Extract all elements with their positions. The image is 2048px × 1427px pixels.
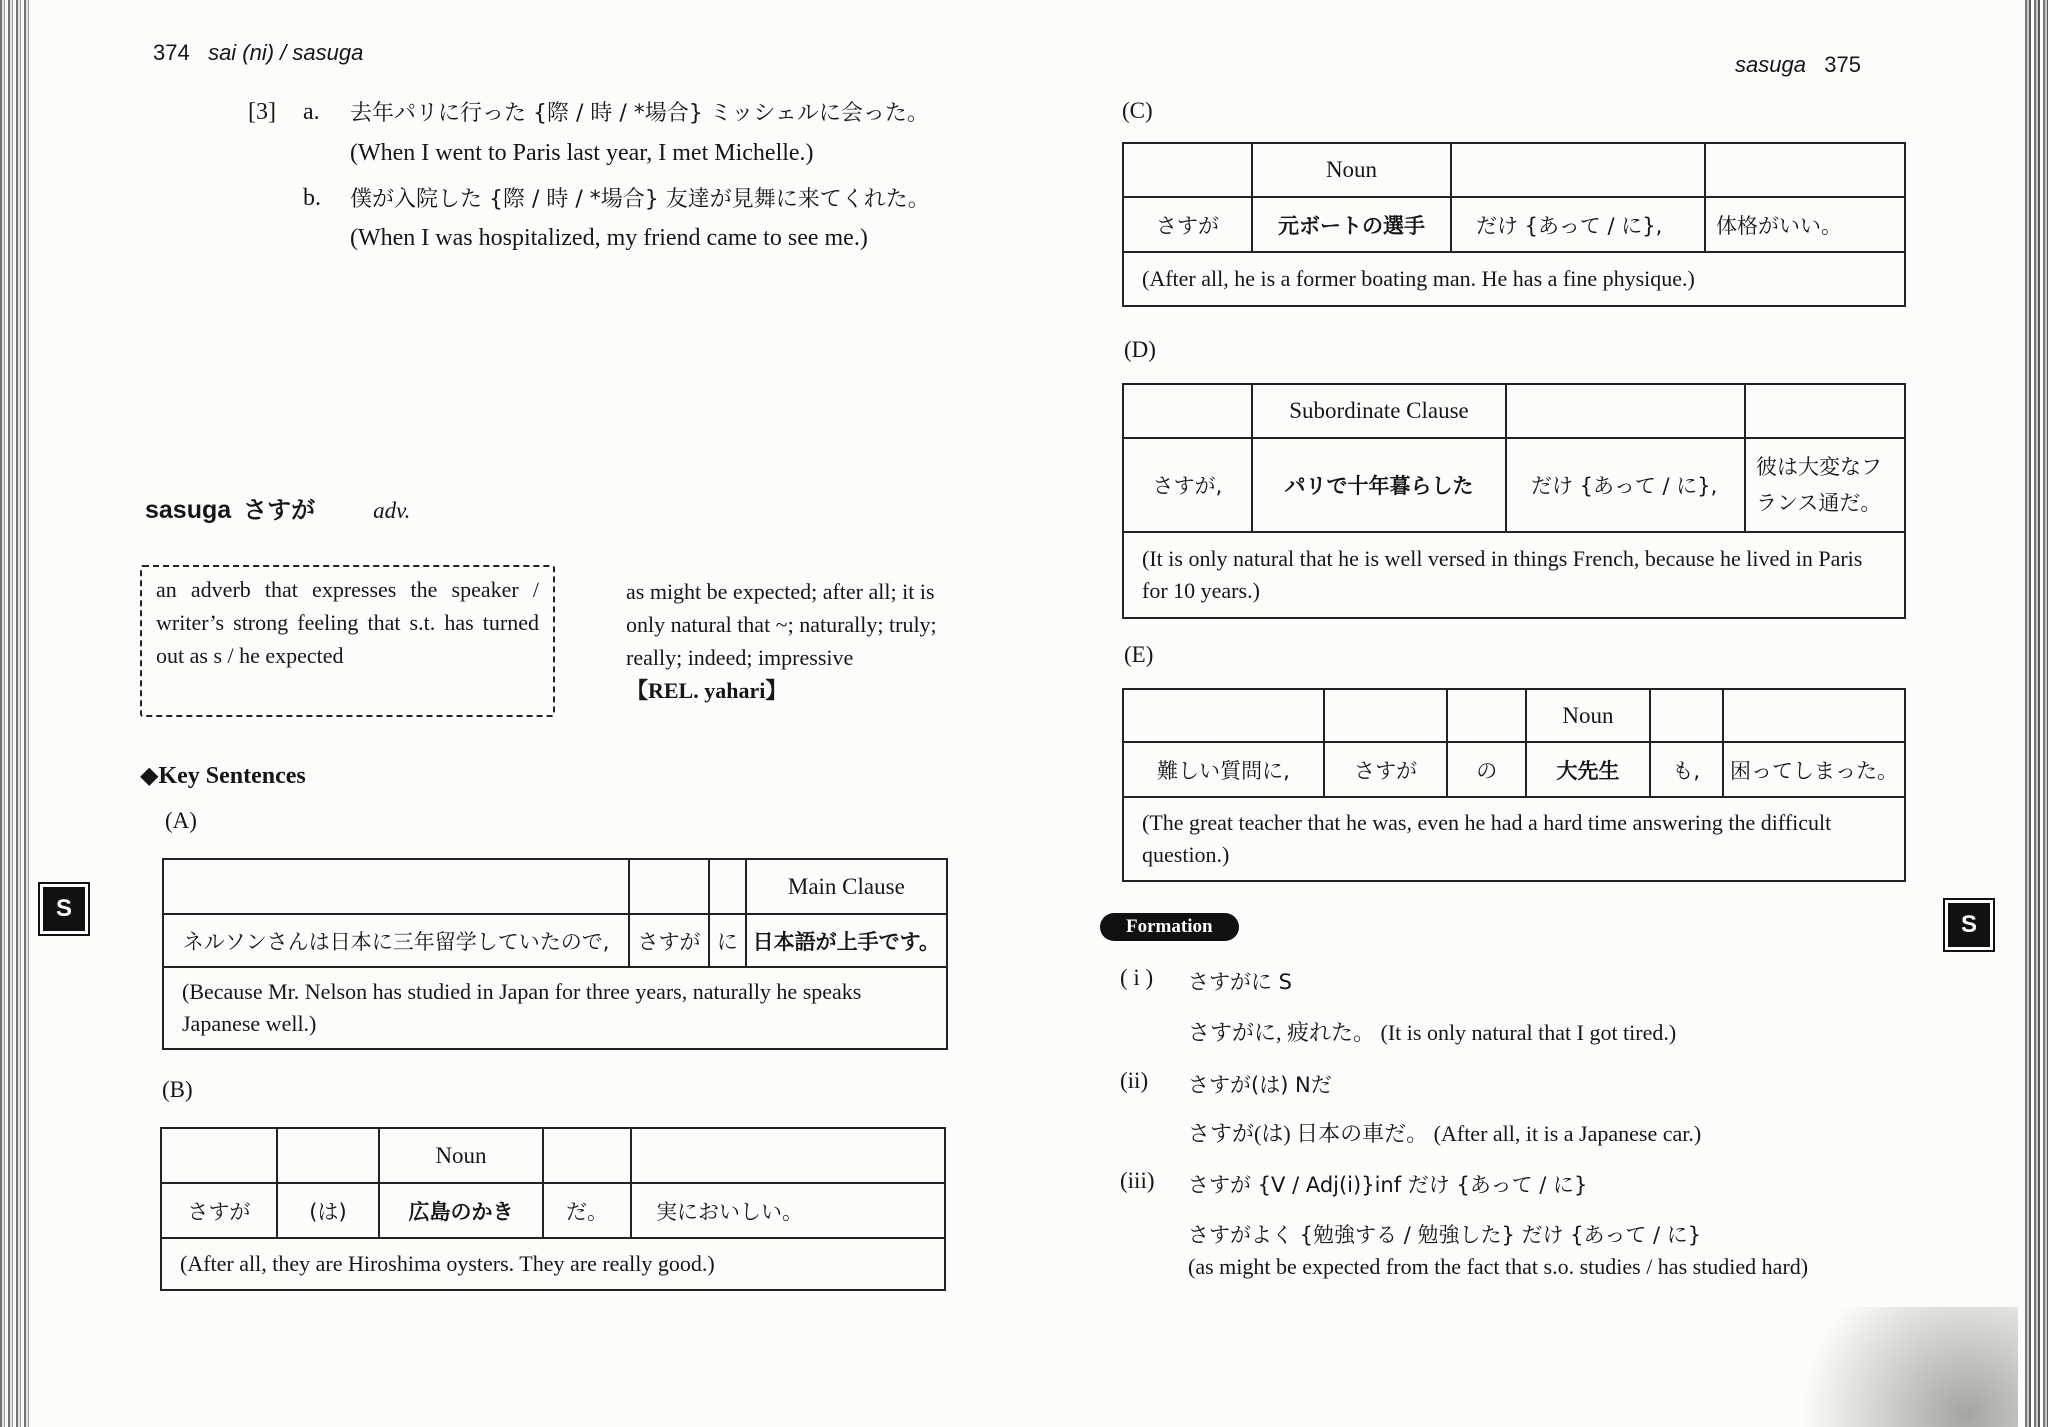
sentence-d-sasuga: さすが, [1123, 438, 1252, 532]
sentence-d-dake: だけ {あって / に}, [1506, 438, 1745, 532]
table-cell-empty [543, 1128, 631, 1183]
formation-title: Formation [1100, 913, 1239, 941]
sentence-a-sasuga: さすが [629, 914, 709, 967]
sentence-a-label: (A) [165, 808, 197, 833]
sentence-b-table [160, 1127, 946, 1291]
table-cell-empty [1723, 689, 1905, 742]
headword: sasuga [145, 496, 232, 524]
sentence-e-table [1122, 688, 1906, 882]
example-a-label: a. [303, 99, 320, 125]
sentence-b-topic: (は) [277, 1183, 379, 1238]
example-a-japanese: 去年パリに行った {際 / 時 / *場合} ミッシェルに会った。 [350, 101, 929, 126]
table-cell-empty [1745, 384, 1905, 438]
formation-ii-number: (ii) [1120, 1068, 1149, 1093]
page-number: 374 [153, 40, 190, 65]
formation-iii-example: さすがよく {勉強する / 勉強した} だけ {あって / に} [1188, 1223, 1702, 1247]
entry-heading [145, 490, 410, 525]
sentence-e-particle-mo: も, [1650, 742, 1723, 797]
sentence-d-translation: (It is only natural that he is well versed in things French, because he lived in Paris for 10 years.) [1123, 532, 1905, 618]
section-tab-s: S [1945, 900, 1993, 950]
gloss-text: as might be expected; after all; it is only natural that ~; naturally; truly; really; indeed; impressive [626, 579, 937, 670]
formation-iii-translation: (as might be expected from the fact that s.o. studies / has studied hard) [1188, 1254, 1809, 1279]
left-page-header [153, 40, 363, 66]
sentence-e-clause-1: 難しい質問に, [1123, 742, 1324, 797]
table-cell-empty [161, 1128, 277, 1183]
formation-i-example: さすがに, 疲れた。 (It is only natural that I got tired.) [1188, 1020, 1677, 1045]
header-main-clause: Main Clause [746, 859, 947, 914]
table-cell-empty [709, 859, 746, 914]
related-entry: 【REL. yahari】 [626, 678, 788, 703]
right-page-header [1735, 52, 1861, 78]
sentence-b-label: (B) [162, 1077, 193, 1102]
table-cell-empty [163, 859, 629, 914]
sentence-b-copula: だ。 [543, 1183, 631, 1238]
example-a-translation: (When I went to Paris last year, I met Michelle.) [350, 140, 814, 166]
part-of-speech: adv. [373, 498, 411, 523]
table-cell-empty [631, 1128, 945, 1183]
sentence-b-noun: 広島のかき [379, 1183, 543, 1238]
binding-edge [2022, 0, 2048, 1427]
headword-japanese: さすが [243, 496, 316, 524]
example-number: [3] [248, 99, 276, 125]
table-cell-empty [1451, 143, 1705, 197]
sentence-e-particle-no: の [1447, 742, 1526, 797]
scan-shadow [1758, 1307, 2018, 1427]
sentence-d-subordinate: パリで十年暮らした [1252, 438, 1506, 532]
table-cell-empty [1123, 689, 1324, 742]
table-cell-empty [1324, 689, 1447, 742]
example-b-japanese: 僕が入院した {際 / 時 / *場合} 友達が見舞に来てくれた。 [350, 187, 930, 212]
header-noun: Noun [379, 1128, 543, 1183]
header-noun: Noun [1526, 689, 1649, 742]
right-page [1080, 0, 2048, 1427]
sentence-b-translation: (After all, they are Hiroshima oysters. They are really good.) [161, 1238, 945, 1290]
table-cell-empty [277, 1128, 379, 1183]
formation-iii-number: (iii) [1120, 1168, 1155, 1193]
formation-i-pattern: さすがに S [1188, 970, 1293, 994]
sentence-d-label: (D) [1124, 337, 1156, 362]
page-number: 375 [1824, 52, 1862, 77]
sentence-c-noun: 元ボートの選手 [1252, 197, 1451, 252]
sentence-b-sasuga: さすが [161, 1183, 277, 1238]
sentence-a-main-clause: 日本語が上手です。 [746, 914, 947, 967]
sentence-c-dake: だけ {あって / に}, [1451, 197, 1705, 252]
sentence-e-sasuga: さすが [1324, 742, 1447, 797]
sentence-e-translation: (The great teacher that he was, even he had a hard time answering the difficult question.) [1123, 797, 1905, 881]
binding-edge [0, 0, 32, 1427]
formation-i-number: ( i ) [1120, 965, 1154, 990]
sentence-e-label: (E) [1124, 642, 1154, 667]
sentence-e-noun: 大先生 [1526, 742, 1649, 797]
sentence-c-table [1122, 142, 1906, 307]
formation-iii-pattern: さすが {V / Adj(i)}inf だけ {あって / に} [1188, 1173, 1588, 1197]
table-cell-empty [1506, 384, 1745, 438]
formation-ii-example: さすが(は) 日本の車だ。 (After all, it is a Japanese car.) [1188, 1121, 1702, 1146]
sentence-c-translation: (After all, he is a former boating man. He has a fine physique.) [1123, 252, 1905, 306]
table-cell-empty [1650, 689, 1723, 742]
sentence-a-translation: (Because Mr. Nelson has studied in Japan for three years, naturally he speaks Japanese well.) [163, 967, 947, 1049]
example-b-translation: (When I was hospitalized, my friend came to see me.) [350, 225, 868, 251]
sentence-c-label: (C) [1122, 98, 1153, 123]
header-subordinate-clause: Subordinate Clause [1252, 384, 1506, 438]
table-cell-empty [1123, 143, 1252, 197]
sentence-a-particle: に [709, 914, 746, 967]
running-title: sasuga [1735, 52, 1806, 77]
sentence-b-predicate: 実においしい。 [631, 1183, 945, 1238]
sentence-d-table [1122, 383, 1906, 619]
table-cell-empty [1123, 384, 1252, 438]
header-noun: Noun [1252, 143, 1451, 197]
sentence-a-table [162, 858, 948, 1050]
table-cell-empty [629, 859, 709, 914]
definition-box: an adverb that expresses the speaker / writer’s strong feeling that s.t. has turned out as s / he expected [140, 565, 555, 717]
table-cell-empty [1705, 143, 1905, 197]
sentence-a-clause-1: ネルソンさんは日本に三年留学していたので, [163, 914, 629, 967]
key-sentences-title: ◆Key Sentences [140, 763, 306, 789]
sentence-c-sasuga: さすが [1123, 197, 1252, 252]
sentence-c-main-clause: 体格がいい。 [1705, 197, 1905, 252]
sentence-e-main-clause: 困ってしまった。 [1723, 742, 1905, 797]
running-title: sai (ni) / sasuga [208, 40, 364, 65]
entry-gloss [626, 575, 956, 707]
section-tab-s: S [40, 884, 88, 934]
formation-ii-pattern: さすが(は) Nだ [1188, 1073, 1332, 1097]
sentence-d-main-clause: 彼は大変なフランス通だ。 [1745, 438, 1905, 532]
table-cell-empty [1447, 689, 1526, 742]
example-b-label: b. [303, 185, 321, 211]
